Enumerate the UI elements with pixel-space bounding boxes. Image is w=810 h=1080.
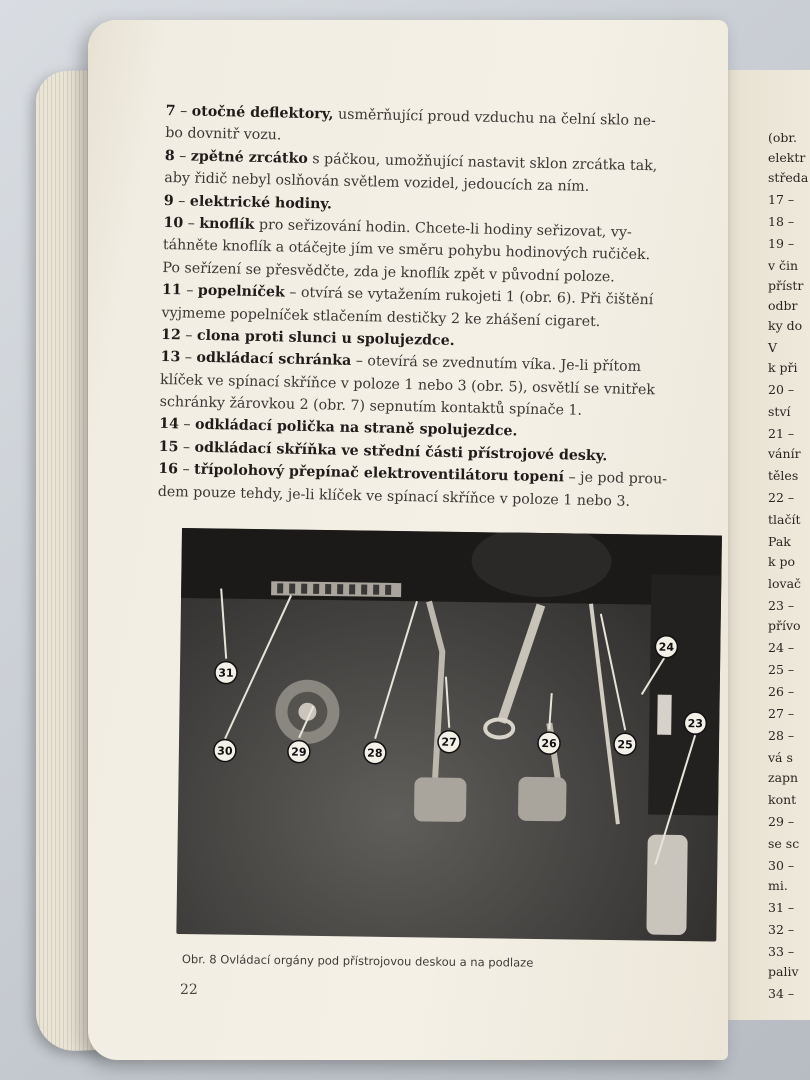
item-number: 16	[158, 461, 179, 478]
item-text: aby řidič nebyl oslňován světlem vozidel, jedoucích za ním.	[164, 170, 590, 196]
item-term: popelníček	[197, 282, 285, 301]
facing-page-fragment: (obr.	[768, 130, 797, 145]
item-text: dem pouze tehdy, je-li klíček ve spínací skříňce v poloze 1 nebo 3.	[157, 483, 631, 510]
facing-page-fragment: k při	[768, 360, 798, 375]
item-number: 12	[160, 326, 181, 344]
facing-page-fragment: se sc	[768, 836, 800, 851]
item-term: elektrické hodiny.	[189, 193, 333, 213]
figure-caption: Obr. 8 Ovládací orgány pod přístrojovou deskou a na podlaze	[181, 952, 534, 970]
text-line: 11 – popelníček – otvírá se vytažením rukojeti 1 (obr. 6). Při čištění	[161, 282, 654, 309]
facing-page-fragment: 34 –	[768, 986, 795, 1001]
callout-number: 23	[687, 717, 704, 731]
item-term: třípolohový přepínač elektroventilátoru topení	[193, 461, 565, 486]
text-line: 10 – knoflík pro seřizování hodin. Chcete-li hodiny seřizovat, vy-	[163, 214, 632, 241]
facing-page-fragment: 30 –	[768, 858, 795, 873]
facing-page-fragment: 31 –	[768, 900, 795, 915]
callout-number: 30	[217, 744, 233, 758]
clutch-pedal	[414, 777, 467, 822]
item-text: bo dovnitř vozu.	[165, 125, 282, 144]
manual-page	[88, 20, 728, 1060]
clutch-rod	[426, 601, 443, 791]
text-line: 15 – odkládací skříňka ve střední části přístrojové desky.	[158, 438, 608, 465]
text-line: 7 – otočné deflektory, usměrňující proud vzduchu na čelní sklo ne-	[165, 102, 656, 130]
facing-page-fragment: těles	[768, 468, 799, 483]
item-term: odkládací skříňka ve střední části přístrojové desky.	[194, 439, 608, 465]
callout-number: 29	[291, 745, 307, 759]
item-number: 13	[160, 349, 181, 366]
text-line: 16 – třípolohový přepínač elektroventilátoru topení – je pod prou-	[158, 461, 668, 488]
item-text: – otvírá se vytažením rukojeti 1 (obr. 6). Při čištění	[289, 284, 654, 309]
facing-page-fragment: paliv	[768, 964, 799, 979]
callout-number: 28	[367, 746, 383, 760]
brake-pedal	[518, 777, 567, 822]
facing-page-fragment: mi.	[768, 878, 788, 893]
facing-page-fragment: 27 –	[768, 706, 795, 721]
item-text: s páčkou, umožňující nastavit sklon zrcátka tak,	[312, 150, 658, 175]
callout-number: 25	[617, 738, 633, 752]
item-number: 8	[164, 147, 175, 164]
page-number: 22	[180, 982, 198, 998]
facing-page-fragment: ství	[768, 404, 791, 419]
facing-page-fragment: elektr	[768, 150, 806, 165]
facing-page-fragment: 20 –	[768, 382, 795, 397]
facing-page-fragment: V	[768, 340, 778, 355]
facing-page-fragment: přívo	[768, 618, 801, 633]
item-term: odkládací schránka	[196, 349, 352, 370]
facing-page-fragment: zapn	[768, 770, 799, 785]
item-text: vyjmeme popelníček stlačením destičky 2 ke zhášení cigaret.	[161, 304, 601, 330]
dashboard-shadow	[181, 528, 722, 606]
item-number: 15	[158, 438, 179, 456]
item-term: odkládací polička na straně spolujezdce.	[194, 417, 518, 440]
accelerator-pedal	[646, 835, 687, 936]
facing-page-fragment: 25 –	[768, 662, 795, 677]
facing-page-fragment: 17 –	[768, 192, 795, 207]
facing-page-fragment: 19 –	[768, 236, 795, 251]
item-text: pro seřizování hodin. Chcete-li hodiny seřizovat, vy-	[258, 216, 632, 241]
text-line: 12 – clona proti slunci u spolujezdce.	[160, 326, 455, 350]
facing-page-fragment: ky do	[768, 318, 803, 333]
facing-page-fragment: 18 –	[768, 214, 795, 229]
text-line: 14 – odkládací polička na straně spolujezdce.	[159, 416, 518, 440]
item-text: usměrňující proud vzduchu na čelní sklo ne-	[337, 106, 656, 130]
facing-page-fragment: Pak	[768, 534, 791, 549]
item-number: 14	[159, 416, 180, 433]
facing-page-fragment: 32 –	[768, 922, 795, 937]
item-number: 10	[163, 214, 184, 232]
pedal-photo	[176, 528, 722, 942]
facing-page-fragment: středa	[768, 170, 809, 185]
facing-page-fragment: tlačít	[768, 512, 801, 527]
facing-page-fragment: kont	[768, 792, 797, 807]
facing-page-fragment: 23 –	[768, 598, 795, 613]
item-text: – je pod prou-	[568, 469, 668, 488]
body-text	[158, 100, 726, 515]
facing-page-fragment: odbr	[768, 298, 798, 313]
callout-number: 31	[218, 666, 234, 680]
facing-page-fragment: 26 –	[768, 684, 795, 699]
facing-page-fragment: 33 –	[768, 944, 795, 959]
text-line: 9 – elektrické hodiny.	[163, 192, 333, 213]
item-term: zpětné zrcátko	[190, 148, 309, 167]
item-number: 7	[165, 102, 176, 120]
callout-number: 27	[441, 735, 457, 749]
facing-page-fragment: 28 –	[768, 728, 795, 743]
callout-number: 26	[541, 737, 557, 751]
throttle-rod	[588, 604, 621, 824]
facing-page-fragment: 21 –	[768, 426, 795, 441]
facing-page-fragment: k po	[768, 554, 796, 569]
side-switch	[657, 695, 672, 735]
callout-number: 24	[658, 640, 675, 654]
brake-rod	[501, 604, 541, 723]
item-number: 9	[163, 192, 174, 209]
facing-page-fragment: 29 –	[768, 814, 795, 829]
item-number: 11	[161, 282, 182, 299]
facing-page-fragment: 22 –	[768, 490, 795, 505]
facing-page-fragment: vánír	[768, 446, 801, 461]
facing-page-fragment: přístr	[768, 278, 804, 293]
item-term: otočné deflektory,	[191, 103, 334, 123]
item-text: táhněte knoflík a otáčejte jím ve směru pohybu hodinových ručiček.	[162, 237, 651, 264]
item-text: schránky žárovkou 2 (obr. 7) sepnutím kontaktů spínače 1.	[159, 394, 583, 419]
facing-page-fragment: 24 –	[768, 640, 795, 655]
item-text: – otevírá se zvednutím víka. Je-li přítom	[355, 353, 642, 376]
item-term: knoflík	[199, 215, 255, 233]
item-term: clona proti slunci u spolujezdce.	[196, 327, 455, 350]
text-line: 8 – zpětné zrcátko s páčkou, umožňující nastavit sklon zrcátka tak,	[164, 147, 658, 175]
text-line: 13 – odkládací schránka – otevírá se zvednutím víka. Je-li přítom	[160, 349, 642, 376]
item-text: Po seřízení se přesvědčte, zda je knoflík zpět v původní poloze.	[162, 259, 615, 286]
item-text: klíček ve spínací skříňce v poloze 1 nebo 3 (obr. 5), osvětlí se vnitřek	[159, 371, 656, 398]
facing-page-fragment: v čin	[768, 258, 799, 273]
facing-page-fragment: lovač	[768, 576, 802, 591]
facing-page-fragment: vá s	[768, 750, 793, 765]
